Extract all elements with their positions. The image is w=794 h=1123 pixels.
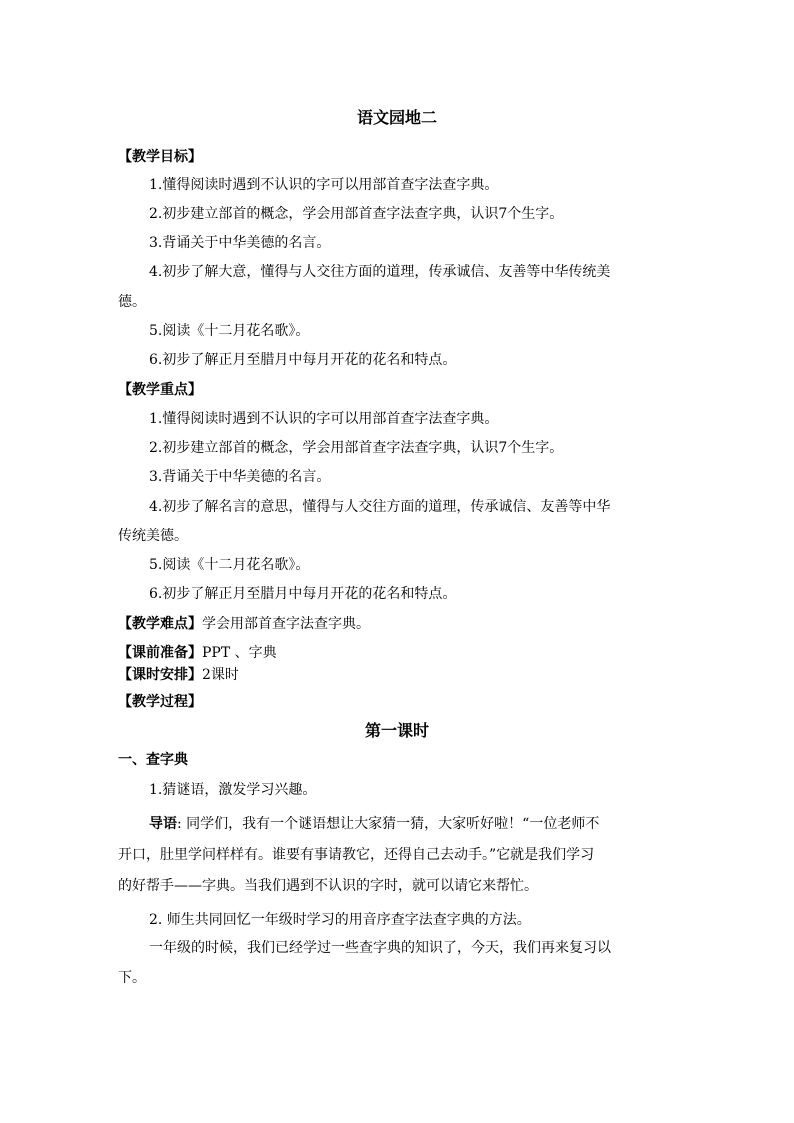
objectives-header: 【教学目标】 [118,149,202,165]
preparation-text: PPT 、字典 [202,645,277,661]
key-point-item: 1.懂得阅读时遇到不认识的字可以用部首查字法查字典。 [149,411,499,427]
preparation-row [118,643,678,663]
process-header: 【教学过程】 [118,694,202,710]
objective-item: 1.懂得阅读时遇到不认识的字可以用部首查字法查字典。 [149,177,499,193]
objective-item: 2.初步建立部首的概念，学会用部首查字法查字典，认识7个生字。 [149,206,564,222]
lesson-title: 第一课时 [364,721,429,740]
paragraph-line: 一年级的时候，我们已经学过一些查字典的知识了，今天，我们再来复习以 [149,940,611,956]
key-point-item-continued: 传统美德。 [118,528,188,544]
guide-text: : 同学们，我有一个谜语想让大家猜一猜，大家听好啦！“一位老师不 [177,816,600,832]
difficulty-header: 【教学难点】 [118,616,202,632]
schedule-row [118,665,678,685]
guide-text-line: 的好帮手——字典。当我们遇到不认识的字时，就可以请它来帮忙。 [118,878,538,894]
paragraph-line: 下。 [118,970,146,986]
section-heading: 一、查字典 [118,752,188,768]
step-item: 2. 师生共同回忆一年级时学习的用音序查字法查字典的方法。 [149,912,531,928]
step-item: 1.猜谜语，激发学习兴趣。 [149,782,317,798]
document-title: 语文园地二 [356,108,437,127]
guide-line [149,814,678,834]
objective-item: 4.初步了解大意，懂得与人交往方面的道理，传承诚信、友善等中华传统美 [149,264,611,280]
objective-item: 5.阅读《十二月花名歌》。 [149,323,310,339]
difficulty-row [118,614,678,634]
schedule-header: 【课时安排】 [118,667,202,683]
guide-text-line: 开口，肚里学问样样有。谁要有事请教它，还得自己去动手。”它就是我们学习 [118,847,595,863]
key-point-item: 2.初步建立部首的概念，学会用部首查字法查字典，认识7个生字。 [149,440,564,456]
key-point-item: 3.背诵关于中华美德的名言。 [149,469,331,485]
objective-item-continued: 德。 [118,294,146,310]
objective-item: 6.初步了解正月至腊月中每月开花的花名和特点。 [149,352,457,368]
key-point-item: 4.初步了解名言的意思，懂得与人交往方面的道理，传承诚信、友善等中华 [149,499,611,515]
guide-label: 导语 [149,816,177,832]
schedule-text: 2课时 [202,667,239,683]
key-point-item: 5.阅读《十二月花名歌》。 [149,557,310,573]
preparation-header: 【课前准备】 [118,645,202,661]
key-points-header: 【教学重点】 [118,382,202,398]
difficulty-text: 学会用部首查字法查字典。 [202,616,370,632]
key-point-item: 6.初步了解正月至腊月中每月开花的花名和特点。 [149,586,457,602]
objective-item: 3.背诵关于中华美德的名言。 [149,235,331,251]
